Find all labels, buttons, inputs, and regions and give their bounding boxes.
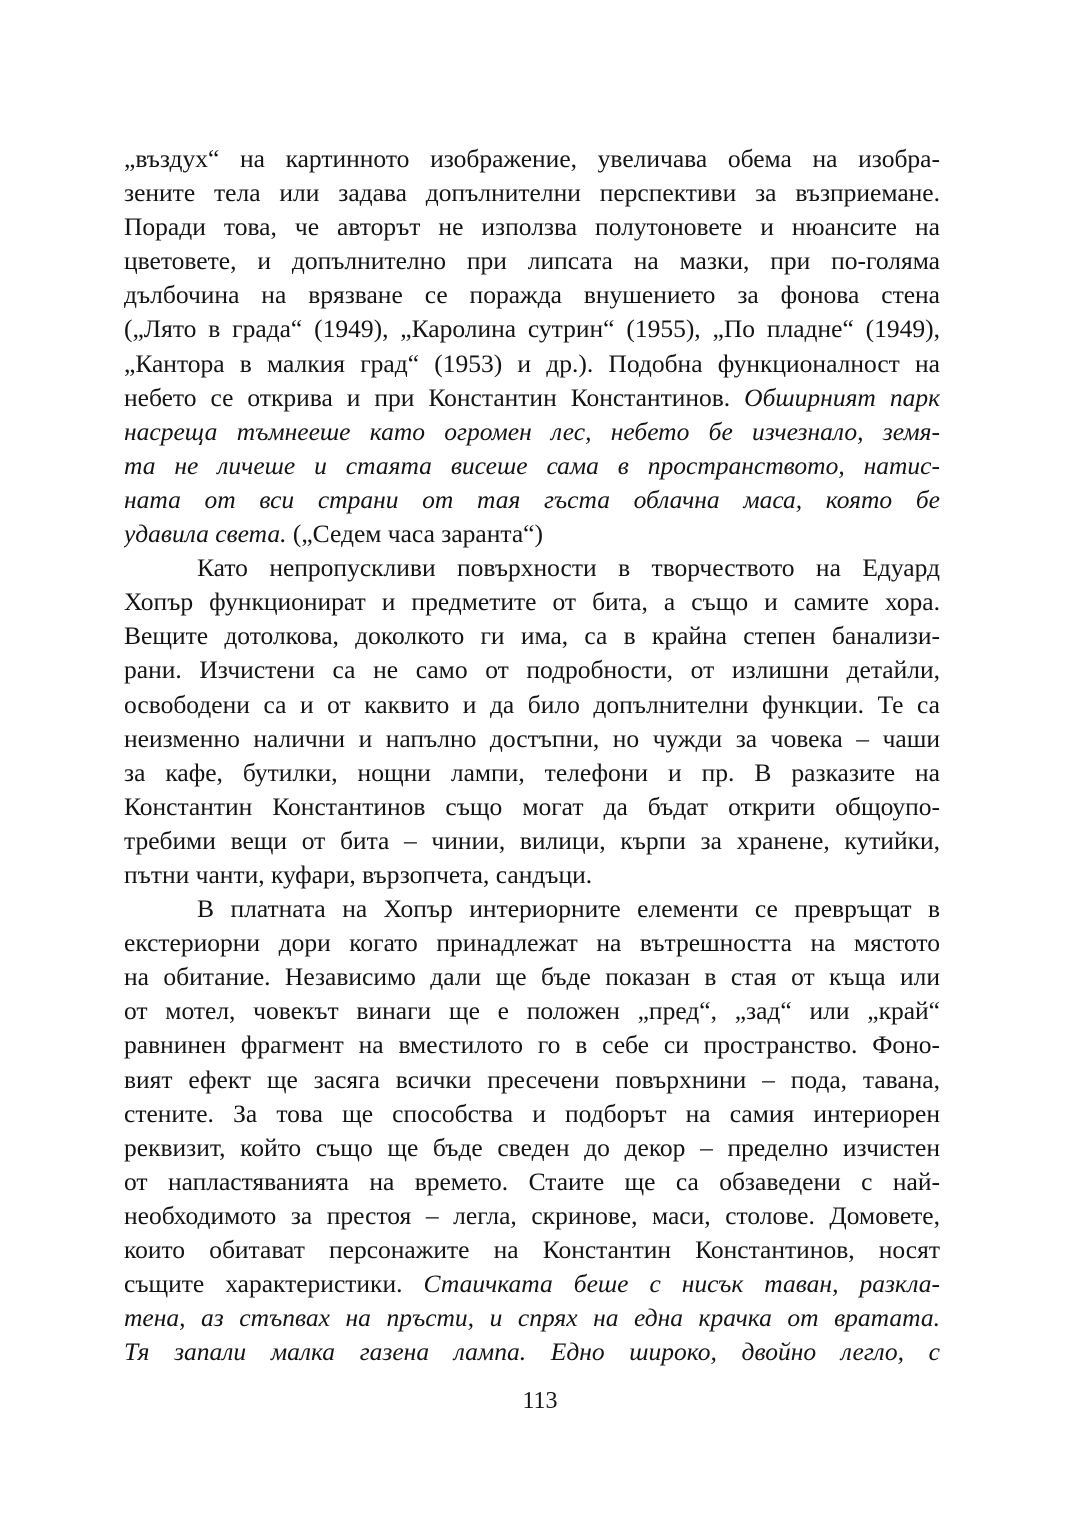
page-body (124, 142, 940, 1369)
body-text: небето се открива и при Константин Константинов. (124, 382, 731, 412)
page-number: 113 (522, 1388, 558, 1414)
body-text: В платната на Хопър интериорните елементи се превръщат в (197, 894, 940, 924)
body-text: („Лято в града“ (1949), „Каролина сутрин“ (1955), „По пладне“ (1949), (124, 314, 940, 344)
text-line (124, 824, 940, 858)
body-text: рани. Изчистени са не само от подробности, от излишни детайли, (124, 655, 940, 685)
body-text: зените тела или задава допълнителни перспективи за възприемане. (124, 178, 940, 208)
text-line (124, 551, 940, 585)
text-line (124, 1028, 940, 1062)
text-line (124, 619, 940, 653)
italic-quote-text: Тя запали малка газена лампа. Едно широко, двойно легло, с (124, 1337, 940, 1367)
text-line (124, 858, 940, 892)
body-text: Като непропускливи повърхности в творчеството на Едуард (197, 553, 940, 583)
italic-quote-text: ната от вси страни от тая гъста облачна маса, която бе (124, 484, 940, 514)
body-text: които обитават персонажите на Константин Константинов, носят (124, 1235, 940, 1264)
text-line (124, 1233, 940, 1267)
body-text: от напластяванията на времето. Стаите ще са обзаведени с най- (124, 1166, 940, 1196)
text-line (124, 585, 940, 619)
body-text: Поради това, че авторът не използва полутоновете и нюансите на (124, 212, 940, 242)
body-text: на обитание. Независимо дали ще бъде показан в стая от къща или (124, 962, 940, 992)
text-line (124, 1097, 940, 1131)
text-line (124, 1301, 940, 1335)
text-line (124, 517, 940, 551)
source-citation: („Седем часа заранта“) (286, 519, 543, 549)
italic-quote-text: удавила света. (124, 519, 287, 549)
body-text: реквизит, който също ще бъде сведен до декор – пределно изчистен (124, 1132, 940, 1162)
text-line (124, 926, 940, 960)
text-line (124, 1335, 940, 1369)
text-line (124, 278, 940, 312)
italic-quote-text: Стаичката беше с нисък таван, разкла- (402, 1269, 940, 1299)
body-text: равнинен фрагмент на вместилото го в себе си пространство. Фоно- (124, 1030, 940, 1060)
italic-quote-text: Обширният парк (730, 382, 940, 412)
body-text: от мотел, човекът винаги ще е положен „пред“, „зад“ или „край“ (124, 996, 940, 1026)
text-line (124, 210, 940, 244)
text-line (124, 756, 940, 790)
body-text: екстериорни дори когато принадлежат на вътрешността на мястото (124, 928, 940, 958)
text-line (124, 790, 940, 824)
text-line (124, 415, 940, 449)
body-text: необходимото за престоя – легла, скринове, маси, столове. Домовете, (124, 1200, 940, 1230)
body-text: Константин Константинов също могат да бъдат открити общоупо- (124, 791, 940, 821)
italic-quote-text: тена, аз стъпвах на пръсти, и спрях на една крачка от вратата. (124, 1303, 940, 1333)
body-text: требими вещи от бита – чинии, вилици, кърпи за хранене, кутийки, (124, 825, 940, 855)
text-line (124, 653, 940, 687)
body-text: Хопър функционират и предметите от бита, а също и самите хора. (124, 587, 940, 617)
text-line (124, 892, 940, 926)
text-line (124, 1199, 940, 1233)
body-text: „Кантора в малкия град“ (1953) и др.). Подобна функционалност на (124, 348, 940, 378)
body-text: дълбочина на врязване се поражда внушението за фонова стена (124, 280, 940, 310)
body-text: неизменно налични и напълно достъпни, но чужди за човека – чаши (124, 723, 940, 753)
italic-quote-text: та не личеше и стаята висеше сама в пространството, натис- (124, 450, 940, 480)
text-line (124, 142, 940, 176)
body-text: освободени са и от каквито и да било допълнителни функции. Те са (124, 689, 940, 719)
body-text: Вещите дотолкова, доколкото ги има, са в крайна степен банализи- (124, 621, 940, 651)
text-line (124, 1131, 940, 1165)
body-text: за кафе, бутилки, нощни лампи, телефони и пр. В разказите на (124, 757, 940, 787)
text-line (124, 1267, 940, 1301)
body-text: цветовете, и допълнително при липсата на мазки, при по-голяма (124, 246, 940, 276)
text-line (124, 312, 940, 346)
text-line (124, 483, 940, 517)
text-line (124, 960, 940, 994)
body-text: същите характеристики. (124, 1269, 403, 1299)
text-line (124, 688, 940, 722)
italic-quote-text: насреща тъмнееше като огромен лес, небето бе изчезнало, земя- (124, 416, 940, 446)
text-line (124, 449, 940, 483)
text-line (124, 1063, 940, 1097)
body-text: вият ефект ще засяга всички пресечени повърхнини – пода, тавана, (124, 1064, 940, 1094)
body-text: пътни чанти, куфари, вързопчета, сандъци. (124, 859, 593, 889)
text-line (124, 994, 940, 1028)
text-line (124, 381, 940, 415)
text-line (124, 1165, 940, 1199)
body-text: „въздух“ на картинното изображение, увеличава обема на изобра- (124, 144, 940, 173)
text-line (124, 244, 940, 278)
text-line (124, 347, 940, 381)
body-text: стените. За това ще способства и подборът на самия интериорен (124, 1098, 940, 1128)
text-line (124, 722, 940, 756)
text-line (124, 176, 940, 210)
